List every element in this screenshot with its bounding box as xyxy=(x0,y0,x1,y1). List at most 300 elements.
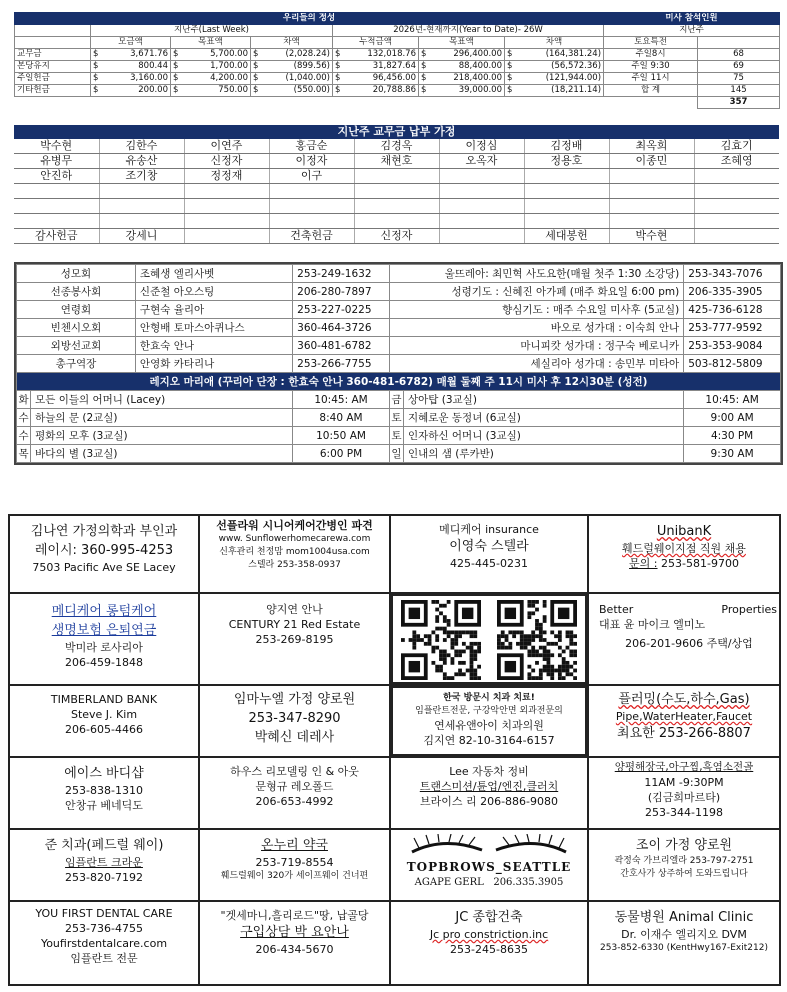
ad-text: Dr. 이재수 엘리지오 DVM xyxy=(621,928,747,941)
ad-text: CENTURY 21 Red Estate xyxy=(228,618,361,631)
ad-text: TOPBROWS_SEATTLE xyxy=(406,860,572,874)
offering-value xyxy=(333,49,419,61)
meeting-name: 평화의 모후 (3교실) xyxy=(31,427,293,445)
offering-value xyxy=(333,73,419,85)
offering-row xyxy=(15,85,780,97)
org-name: 빈첸시오회 xyxy=(17,319,136,337)
dues-name xyxy=(14,199,99,214)
org-name: 외방선교회 xyxy=(17,337,136,355)
currency-sign: $ xyxy=(253,49,259,59)
dues-name xyxy=(609,169,694,184)
currency-sign: $ xyxy=(173,85,179,95)
mass-title: 미사 참석인원 xyxy=(604,13,780,25)
ad-text: 메디케어 롱텀케어 xyxy=(51,604,157,619)
thanks-cell: 건축헌금 xyxy=(269,229,354,244)
ad-text: AGAPE GERL xyxy=(414,877,484,888)
dues-name xyxy=(99,214,184,229)
dues-name xyxy=(439,214,524,229)
offering-value xyxy=(419,85,505,97)
contact-person: 구현숙 율리아 xyxy=(135,301,292,319)
dues-name: 이구 xyxy=(269,169,354,184)
spacer xyxy=(251,97,333,109)
ad-text: 온누리 약국 xyxy=(261,838,328,853)
ad-ace-bodyshop xyxy=(9,757,199,829)
ad-text: 대표 윤 마이크 엘미노 xyxy=(599,618,706,631)
contacts-section xyxy=(14,262,783,465)
dues-name xyxy=(439,199,524,214)
ad-text: 253-719-8554 xyxy=(255,856,334,869)
contact-person: 조혜생 엘리사벳 xyxy=(135,265,292,283)
ads-section xyxy=(8,514,781,986)
contact-person: 안형배 토마스아퀴나스 xyxy=(135,319,292,337)
dues-name xyxy=(269,199,354,214)
amount: 750.00 xyxy=(218,85,248,95)
amount: (56,572.36) xyxy=(551,61,602,71)
mass-time: 주일8시 xyxy=(604,49,698,61)
ad-text: (김금희마르타) xyxy=(647,791,721,804)
dues-title: 지난주 교무금 납부 가정 xyxy=(14,125,779,139)
group-phone: 253-343-7076 xyxy=(684,265,781,283)
currency-sign: $ xyxy=(335,61,341,71)
dues-row xyxy=(14,139,779,154)
dues-name xyxy=(694,214,779,229)
ad-house-remodeling xyxy=(199,757,390,829)
amount: 20,788.86 xyxy=(372,85,416,95)
spacer xyxy=(15,97,91,109)
ad-text: 425-445-0231 xyxy=(450,557,528,570)
meeting-row xyxy=(17,409,781,427)
ad-text: 양평해장국,아구찜,흑염소전골 xyxy=(614,761,754,773)
mass-time: 주일 9:30 xyxy=(604,61,698,73)
ad-text: 에이스 바디샵 xyxy=(64,766,144,781)
dues-name xyxy=(524,214,609,229)
offering-value xyxy=(171,61,251,73)
offering-row xyxy=(15,73,780,85)
meeting-day: 수 xyxy=(17,409,31,427)
offering-total-row xyxy=(15,97,780,109)
ad-text: 김지연 82-10-3164-6157 xyxy=(423,734,555,747)
ad-better-properties xyxy=(588,593,780,685)
amount: 1,700.00 xyxy=(210,61,248,71)
currency-sign: $ xyxy=(507,85,513,95)
mass-time: 합 계 xyxy=(604,85,698,97)
group-phone: 253-777-9592 xyxy=(684,319,781,337)
ad-animal-clinic xyxy=(588,901,780,985)
ad-text: 253-736-4755 xyxy=(65,922,143,935)
amount: 5,700.00 xyxy=(210,49,248,59)
spacer xyxy=(91,97,171,109)
dues-name: 이정심 xyxy=(439,139,524,154)
mass-last-header: 지난주 xyxy=(604,25,780,37)
contact-person: 한효숙 안나 xyxy=(135,337,292,355)
qr-code-icon[interactable] xyxy=(401,600,481,680)
ad-text: JC 종합건축 xyxy=(455,910,523,925)
col-header: 차액 xyxy=(505,37,604,49)
spacer xyxy=(604,97,698,109)
group-phone: 206-335-3905 xyxy=(684,283,781,301)
ad-text: 박미라 로사리아 xyxy=(65,641,143,654)
offering-value xyxy=(251,49,333,61)
group-phone: 503-812-5809 xyxy=(684,355,781,373)
ad-family-clinic xyxy=(9,515,199,593)
dues-name xyxy=(99,184,184,199)
currency-sign: $ xyxy=(93,73,99,83)
ad-text: 준 치과(페드럴 웨이) xyxy=(44,838,164,853)
ad-text: 훼드럴웨이지점 직원 채용 xyxy=(622,542,746,555)
eyelash-logo-icon xyxy=(404,834,574,856)
ad-text: www. Sunflowerhomecarewa.com xyxy=(218,534,371,544)
dues-name: 유병무 xyxy=(14,154,99,169)
currency-sign: $ xyxy=(421,49,427,59)
meeting-name: 모든 이들의 어머니 (Lacey) xyxy=(31,391,293,409)
meeting-row xyxy=(17,391,781,409)
thanks-cell xyxy=(184,229,269,244)
contact-row xyxy=(17,301,781,319)
mass-count: 145 xyxy=(698,85,780,97)
offering-value xyxy=(419,61,505,73)
amount: 296,400.00 xyxy=(453,49,502,59)
ad-medicare xyxy=(390,515,588,593)
dues-row xyxy=(14,214,779,229)
ad-text: 최요한 253-266-8807 xyxy=(617,726,751,741)
dues-name: 김한수 xyxy=(99,139,184,154)
dues-name xyxy=(184,184,269,199)
org-name: 성모회 xyxy=(17,265,136,283)
offering-value xyxy=(505,73,604,85)
ad-text: 선플라워 시니어케어간병인 파견 xyxy=(216,519,373,532)
org-name: 총구역장 xyxy=(17,355,136,373)
ad-text: 문형규 레오폴드 xyxy=(255,780,334,793)
meeting-time: 10:50 AM xyxy=(293,427,390,445)
group-desc: 향심기도 : 매주 수요일 미사후 (5교실) xyxy=(389,301,683,319)
dues-row xyxy=(14,154,779,169)
ad-text: 플러밍(수도,하수,Gas) xyxy=(618,692,750,707)
dues-name: 조기창 xyxy=(99,169,184,184)
ad-jun-dental xyxy=(9,829,199,901)
currency-sign: $ xyxy=(507,61,513,71)
dues-name: 안진하 xyxy=(14,169,99,184)
dues-name: 정정재 xyxy=(184,169,269,184)
ad-text: 브라이스 리 206-886-9080 xyxy=(419,795,559,808)
ad-text: 206-201-9606 주택/상업 xyxy=(625,637,753,650)
meeting-name: 인자하신 어머니 (3교실) xyxy=(404,427,684,445)
dues-name: 유송산 xyxy=(99,154,184,169)
legion-banner: 레지오 마리애 (꾸리아 단장 : 한효숙 안나 360-481-6782) 매월 둘째 주 11시 미사 후 12시30분 (성전) xyxy=(17,373,781,391)
amount: 132,018.76 xyxy=(367,49,416,59)
ad-century21 xyxy=(199,593,390,685)
ad-text: 구입상담 박 요안나 xyxy=(240,925,349,940)
contact-phone: 206-280-7897 xyxy=(293,283,390,301)
thanks-cell: 감사헌금 xyxy=(14,229,99,244)
ad-unibank xyxy=(588,515,780,593)
ad-text: Steve J. Kim xyxy=(70,708,138,721)
dues-name xyxy=(354,214,439,229)
mass-count: 75 xyxy=(698,73,780,85)
ad-text: Pipe,WaterHeater,Faucet xyxy=(615,710,753,723)
contact-phone: 360-481-6782 xyxy=(293,337,390,355)
ad-text: 하우스 리모델링 인 & 아웃 xyxy=(230,765,359,778)
ad-text: 간호사가 상주하여 도와드립니다 xyxy=(620,869,748,879)
dues-name xyxy=(184,199,269,214)
dues-name xyxy=(99,199,184,214)
offering-value xyxy=(505,61,604,73)
ad-text: 253-245-8635 xyxy=(450,943,528,956)
ad-sunflower xyxy=(199,515,390,593)
dues-name xyxy=(269,184,354,199)
offering-value xyxy=(171,49,251,61)
dues-name: 김정배 xyxy=(524,139,609,154)
ad-timberland-bank xyxy=(9,685,199,757)
ad-text: 206-459-1848 xyxy=(65,656,143,669)
contact-row xyxy=(17,319,781,337)
ad-text: Better xyxy=(599,603,634,616)
dues-name xyxy=(609,184,694,199)
group-desc: 마니피캇 성가대 : 정구숙 베로니카 xyxy=(389,337,683,355)
dues-name: 정용호 xyxy=(524,154,609,169)
amount: 218,400.00 xyxy=(453,73,502,83)
ad-youfirst-dental xyxy=(9,901,199,985)
thanks-row xyxy=(14,229,779,244)
qr-code-icon[interactable] xyxy=(497,600,577,680)
ad-text: 레이시: 360-995-4253 xyxy=(34,543,174,558)
ad-text: 253-347-8290 xyxy=(248,711,341,726)
offering-value xyxy=(505,85,604,97)
dues-name xyxy=(609,214,694,229)
dues-name: 조혜영 xyxy=(694,154,779,169)
meeting-time: 10:45: AM xyxy=(293,391,390,409)
offering-value xyxy=(91,73,171,85)
ad-text: Lee 자동차 정비 xyxy=(449,765,529,778)
meeting-time: 6:00 PM xyxy=(293,445,390,463)
ad-text: 생명보험 은퇴연금 xyxy=(51,623,157,638)
ad-text: 206.335.3905 xyxy=(493,877,564,888)
mass-total: 357 xyxy=(698,97,780,109)
ytd-header: 2026년-현재까지(Year to Date)- 26W xyxy=(333,25,604,37)
group-desc: 울뜨레아: 최민혁 사도요한(매월 첫주 1:30 소강당) xyxy=(389,265,683,283)
thanks-cell: 박수현 xyxy=(609,229,694,244)
amount: 3,671.76 xyxy=(130,49,168,59)
offering-value xyxy=(171,73,251,85)
meeting-time: 10:45: AM xyxy=(684,391,781,409)
meeting-day: 토 xyxy=(389,409,403,427)
dues-name: 이정자 xyxy=(269,154,354,169)
contact-row xyxy=(17,265,781,283)
currency-sign: $ xyxy=(253,61,259,71)
col-header: 목표액 xyxy=(419,37,505,49)
ad-text: 조이 가정 양로원 xyxy=(635,838,733,853)
contact-row xyxy=(17,283,781,301)
ad-text: 임마누엘 가정 양로원 xyxy=(233,692,356,707)
dues-name xyxy=(14,214,99,229)
dues-name xyxy=(524,169,609,184)
meeting-row xyxy=(17,445,781,463)
contact-phone: 253-249-1632 xyxy=(293,265,390,283)
dues-name xyxy=(354,169,439,184)
offering-value xyxy=(505,49,604,61)
mass-count: 68 xyxy=(698,49,780,61)
ad-text: 206-605-4466 xyxy=(65,723,143,736)
amount: (2,028.24) xyxy=(285,49,330,59)
offering-value xyxy=(251,61,333,73)
amount: (18,211.14) xyxy=(551,85,602,95)
ad-jc-construction xyxy=(390,901,588,985)
meeting-time: 4:30 PM xyxy=(684,427,781,445)
ad-text: 양지연 안나 xyxy=(266,603,323,616)
ad-text: 임플란트전문, 구강악안면 외과전문의 xyxy=(415,706,563,716)
ad-text: 신후관리 천정맘 mom1004usa.com xyxy=(219,547,370,557)
ad-text: Properties xyxy=(721,603,777,616)
dues-row xyxy=(14,184,779,199)
thanks-cell xyxy=(439,229,524,244)
meeting-name: 상아탑 (3교실) xyxy=(404,391,684,409)
currency-sign: $ xyxy=(173,73,179,83)
amount: (899.56) xyxy=(293,61,330,71)
ad-text: "겟세마니,흘리로드"땅, 납골당 xyxy=(220,909,369,922)
group-desc: 세실리아 성가대 : 송민부 미타아 xyxy=(389,355,683,373)
dues-name xyxy=(269,214,354,229)
meeting-day: 화 xyxy=(17,391,31,409)
ad-dental-clinic-korea xyxy=(390,685,588,757)
offering-value xyxy=(333,61,419,73)
meeting-name: 하늘의 문 (2교실) xyxy=(31,409,293,427)
ad-text: TIMBERLAND BANK xyxy=(50,693,158,706)
offering-label: 교무금 xyxy=(15,49,91,61)
col-header: 목표액 xyxy=(171,37,251,49)
ad-text: 253-838-1310 xyxy=(65,784,143,797)
ad-text: 곽정숙 가브리엘라 253-797-2751 xyxy=(614,856,754,866)
ad-text: 훼드럴웨이 320가 세이프웨이 건너편 xyxy=(220,871,369,881)
ad-text: Jc pro constriction.inc xyxy=(429,928,549,941)
dues-row xyxy=(14,199,779,214)
meeting-day: 금 xyxy=(389,391,403,409)
ad-text: YOU FIRST DENTAL CARE xyxy=(35,907,173,920)
contact-phone: 360-464-3726 xyxy=(293,319,390,337)
ad-plumbing xyxy=(588,685,780,757)
ad-text: 문의 : xyxy=(629,557,658,570)
currency-sign: $ xyxy=(93,61,99,71)
dues-name xyxy=(439,184,524,199)
contact-phone: 253-266-7755 xyxy=(293,355,390,373)
ad-text: 동물병원 Animal Clinic xyxy=(614,910,754,925)
meeting-row xyxy=(17,427,781,445)
dues-name xyxy=(354,199,439,214)
ad-text: Youfirstdentalcare.com xyxy=(40,937,168,950)
ad-text: 253-581-9700 xyxy=(661,557,739,570)
amount: 200.00 xyxy=(138,85,168,95)
currency-sign: $ xyxy=(93,49,99,59)
mass-count: 69 xyxy=(698,61,780,73)
ad-text: UnibanK xyxy=(656,524,712,539)
ad-text: 안창규 베네딕도 xyxy=(65,799,143,812)
offering-value xyxy=(171,85,251,97)
meeting-name: 지혜로운 동정녀 (6교실) xyxy=(404,409,684,427)
ad-text: 11AM -9:30PM xyxy=(644,776,724,789)
meeting-time: 8:40 AM xyxy=(293,409,390,427)
currency-sign: $ xyxy=(253,73,259,83)
group-phone: 253-353-9084 xyxy=(684,337,781,355)
dues-name: 이종민 xyxy=(609,154,694,169)
ad-joy-home xyxy=(588,829,780,901)
amount: 39,000.00 xyxy=(458,85,502,95)
ad-text: 김나연 가정의학과 부인과 xyxy=(30,524,178,539)
currency-sign: $ xyxy=(335,85,341,95)
meeting-time: 9:30 AM xyxy=(684,445,781,463)
ad-text: 253-820-7192 xyxy=(65,871,143,884)
dues-name xyxy=(524,184,609,199)
offering-row xyxy=(15,49,780,61)
ad-text: 박혜신 데레사 xyxy=(254,730,335,745)
currency-sign: $ xyxy=(507,73,513,83)
ad-text: 한국 방문시 치과 치료! xyxy=(443,693,535,703)
dues-name xyxy=(184,214,269,229)
offering-value xyxy=(419,49,505,61)
currency-sign: $ xyxy=(335,73,341,83)
offering-value xyxy=(91,49,171,61)
ad-text: 메디케어 insurance xyxy=(439,523,539,536)
amount: (164,381.24) xyxy=(545,49,602,59)
amount: 31,827.64 xyxy=(372,61,416,71)
contact-phone: 253-227-0225 xyxy=(293,301,390,319)
ad-text: 연세유앤아이 치과의원 xyxy=(434,719,544,732)
ad-text: 임플란트 전문 xyxy=(70,952,138,965)
offering-row xyxy=(15,61,780,73)
contact-row xyxy=(17,355,781,373)
thanks-cell: 세대봉헌 xyxy=(524,229,609,244)
last-week-header: 지난주(Last Week) xyxy=(91,25,333,37)
ad-qr-codes xyxy=(390,593,588,685)
ad-korean-restaurant xyxy=(588,757,780,829)
amount: 800.44 xyxy=(138,61,168,71)
ad-emmanuel-home xyxy=(199,685,390,757)
dues-name: 채현호 xyxy=(354,154,439,169)
group-desc: 성령기도 : 신혜진 아가페 (매주 화요일 6:00 pm) xyxy=(389,283,683,301)
group-phone: 425-736-6128 xyxy=(684,301,781,319)
currency-sign: $ xyxy=(93,85,99,95)
dues-name: 신정자 xyxy=(184,154,269,169)
dues-name xyxy=(14,184,99,199)
meeting-day: 토 xyxy=(389,427,403,445)
dues-name xyxy=(439,169,524,184)
amount: 88,400.00 xyxy=(458,61,502,71)
offering-label: 주일헌금 xyxy=(15,73,91,85)
meeting-time: 9:00 AM xyxy=(684,409,781,427)
amount: 3,160.00 xyxy=(130,73,168,83)
dues-name xyxy=(694,184,779,199)
offering-value xyxy=(419,73,505,85)
amount: 4,200.00 xyxy=(210,73,248,83)
thanks-cell xyxy=(694,229,779,244)
offering-value xyxy=(251,73,333,85)
currency-sign: $ xyxy=(421,73,427,83)
ad-lee-auto xyxy=(390,757,588,829)
currency-sign: $ xyxy=(507,49,513,59)
group-desc: 바오로 성가대 : 이숙희 안나 xyxy=(389,319,683,337)
dues-name xyxy=(694,169,779,184)
meeting-name: 인내의 샘 (루카반) xyxy=(404,445,684,463)
mass-time: 주일 11시 xyxy=(604,73,698,85)
dues-name xyxy=(354,184,439,199)
ad-onnuri-pharmacy xyxy=(199,829,390,901)
meeting-day: 목 xyxy=(17,445,31,463)
dues-name: 최옥희 xyxy=(609,139,694,154)
dues-name: 이연주 xyxy=(184,139,269,154)
spacer xyxy=(171,97,251,109)
amount: (550.00) xyxy=(293,85,330,95)
ad-text: 206-653-4992 xyxy=(255,795,334,808)
col-header: 차액 xyxy=(251,37,333,49)
spacer xyxy=(419,97,505,109)
ad-longterm-care xyxy=(9,593,199,685)
